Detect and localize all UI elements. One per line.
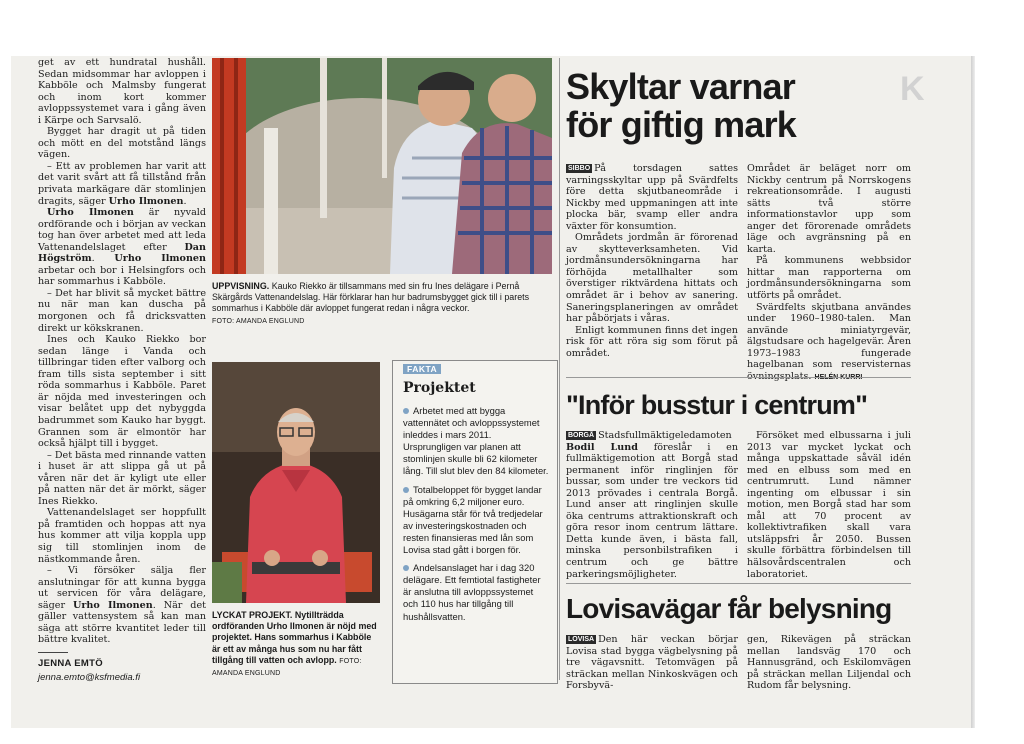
paragraph-text: föreslår i en fullmäktigemotion att Borgå stad permanent inför ringlinjen för bussar, som under tre veckors tid 2013 prövades i centrala Borgå. Lund anser att ringlinjen skulle öka centrums attraktionskraft och göra resor inom centrum lättare. Detta kunde även, i bästa fall, minska personbilstrafiken i centrum och ge bättre parkeringsmöjligheter.: [566, 441, 738, 580]
paragraph: get av ett hundratal hushåll. Sedan midsommar har avloppen i Kabböle och Malmsby fungerat och inom kort kommer avloppssystemet vara i gång även i Kärpe och Sarvsalö.: [38, 57, 206, 126]
article3-headline: Lovisavägar får belysning: [566, 593, 892, 624]
article-divider: [566, 583, 911, 584]
article3-col1: [566, 634, 738, 692]
paragraph: Försöket med elbussarna i juli 2013 var mycket lyckat och många uppskattade såväl idén med en elbuss som med en centrumrutt. Lund nämner ingenting om elbussar i sin motion, men Borgå stad har som mål att 70 procent av kollektivtrafiken skall vara utsläppsfri år 2050. Bussen skulle förbättra förbindelsen till hälsovårdscentralen och laboratoriet.: [747, 430, 911, 580]
headline-line: Skyltar varnar: [566, 66, 795, 107]
bullet-icon: [403, 565, 409, 571]
paragraph-text: Svärdfelts skjutbana användes under 1960–1980-talen. Man använde miniatyrgevär, älgstudsare och hagelgevär. Åren 1973–1983 fungerade hagelbanan som reservisternas: [747, 301, 911, 371]
photo-illustration: [212, 362, 380, 603]
bullet-icon: [403, 408, 409, 414]
photo-illustration: [212, 58, 552, 274]
paragraph: [566, 430, 738, 580]
article2-headline: "Inför busstur i centrum": [566, 390, 868, 420]
paragraph: Vattenandelslaget ser hoppfullt på framtiden och hoppas att nya hus kommer att vilja koppla upp sig till stomlinjen inom de nästkommande åren.: [38, 507, 206, 565]
photo2-caption: [212, 610, 382, 679]
paragraph: [747, 302, 911, 384]
photo-urho-ilmonen: [212, 362, 380, 603]
article2-col1: [566, 430, 738, 580]
paragraph-text: På torsdagen sattes varningsskyltar upp på Svärdfelts före detta skjutbaneområde i Nickby med uppmaningen att inte plocka bär, svamp eller andra växter för konsumtion.: [566, 163, 738, 232]
article1-col1: [566, 163, 738, 371]
paragraph: [566, 634, 738, 692]
page-edge: [971, 56, 975, 728]
author-email: jenna.emto@ksfmedia.fi: [38, 672, 141, 683]
paragraph-text: Den här veckan börjar Lovisa stad bygga vägbelysning på tre vägavsnitt. Tetomvägen på sträckan mellan Ninkoskvägen och Forsbyvä-: [566, 634, 738, 692]
fakta-box: [392, 360, 558, 684]
fakta-list: [403, 405, 549, 629]
fakta-item: [403, 405, 549, 478]
photo-credit: FOTO: AMANDA ENGLUND: [212, 317, 305, 325]
caption-text: Kauko Riekko är tillsammans med sin fru Ines delägare i Pernå Skärgårds Vattenandelslag. Här förklarar han hur badrumsbygget gick till i parets sommarhus i Kabböle där avloppet fungerat redan i några veckor.: [212, 281, 530, 314]
left-column-body: [38, 57, 206, 646]
dateline-tag: SIBBO: [568, 165, 591, 172]
fakta-label: FAKTA: [403, 364, 441, 374]
caption-lead: UPPVISNING.: [212, 281, 270, 291]
paragraph: Området är beläget norr om Nickby centrum på Norrskogens rekreationsområde. I augusti sätts två större informationstavlor upp som anger det förorenade områdets läge och avgränsning på en karta.: [747, 163, 911, 255]
byline-rule: [38, 652, 68, 653]
dateline-tag: BORGÅ: [568, 432, 595, 439]
paragraph: [566, 163, 738, 232]
dateline-tag: LOVISA: [568, 636, 595, 643]
fakta-item: [403, 562, 549, 622]
caption-lead: LYCKAT PROJEKT.: [212, 610, 293, 620]
bleed-through-text: K: [900, 70, 925, 108]
caption-text: Nytillträdda ordföranden Urho Ilmonen är nöjd med projektet. Hans sommarhus i Kabböle är ett av många hus som nu har fått tillgång till vatten och avlopp.: [212, 610, 377, 665]
paragraph: Bygget har dragit ut på tiden och mött en del motstånd längs vägen.: [38, 126, 206, 161]
fakta-item: [403, 484, 549, 557]
paragraph: Ines och Kauko Riekko bor sedan länge i Vanda och tillbringar tiden efter valborg och fram tills sista september i sitt röda sommarhus i Kabböle. Paret är nöjda med investeringen och visar belåtet upp det nybyggda badrummet som Kauko har byggt. Grannen som är elmontör har också hjälpt till i bygget.: [38, 334, 206, 450]
paragraph: gen, Rikevägen på sträckan mellan landsväg 170 och Hannusgränd, och Eskilomvägen på sträckan mellan Liljendal och Rudom får belysning.: [747, 634, 911, 692]
headline-line: för giftig mark: [566, 104, 797, 145]
person-name: Bodil Lund: [566, 441, 638, 453]
bullet-icon: [403, 487, 409, 493]
paragraph: – Ett av problemen har varit att det varit svårt att få tillstånd från privata markägare där stomlinjen dragits, säger Urho Ilmonen.: [38, 160, 206, 207]
paragraph: – Vi försöker sälja fler anslutningar för att kunna bygga ut servicen för våra delägare, säger Urho Ilmonen. När det gäller vattensystem så kan man säga att större kvantitet leder till bättre kvalitet.: [38, 565, 206, 646]
fakta-title: Projektet: [403, 380, 476, 396]
author-name: JENNA EMTÖ: [38, 658, 103, 669]
person-name: Urho Ilmonen: [108, 195, 184, 207]
fakta-item-text: Andelsanslaget har i dag 320 delägare. Ett femtiotal fastigheter är anslutna till avloppssystemet och 110 hus har tillgång till hushållsvatten.: [403, 562, 541, 622]
person-name: Urho Ilmonen: [72, 599, 153, 611]
person-name: Dan Högström: [38, 241, 206, 265]
paragraph: Enligt kommunen finns det ingen risk för att röra sig som förut på området.: [566, 324, 738, 359]
paragraph-text: Stadsfullmäktigeledamoten: [598, 430, 732, 441]
article1-headline: [566, 68, 796, 144]
article2-col2: [747, 430, 911, 580]
paragraph: – Det bästa med rinnande vatten i huset är att slippa gå ut på våren när det är kyligt ute eller på natten när det är mörkt, säger Ines Riekko.: [38, 449, 206, 507]
photo-credit: FOTO: AMANDA ENGLUND: [212, 657, 362, 678]
person-name: Urho Ilmonen: [47, 207, 134, 219]
article-divider: [566, 377, 911, 378]
article3-col2: [747, 634, 911, 692]
paragraph: Urho Ilmonen är nyvald ordförande och i början av veckan tog han över arbetet med att leda Vattenandelslaget efter Dan Högström. Urho Ilmonen arbetar och bor i Helsingfors och har sommarhus i Kabböle.: [38, 207, 206, 288]
article1-col2: [747, 163, 911, 371]
photo1-caption: [212, 281, 556, 327]
person-name: Urho Ilmonen: [114, 253, 206, 265]
photo-kauko-riekko: [212, 58, 552, 274]
paragraph: På kommunens webbsidor hittar man rapporterna om jordmånsundersökningarna som utförts på området.: [747, 255, 911, 302]
paragraph: Områdets jordmån är förorenad av skytteverksamheten. Vid jordmånsundersökningarna har förhöjda metallhalter som överstiger riktvärdena hittats och området är i behov av sanering. Saneringsplaneringen av området har påbörjats i våras.: [566, 232, 738, 325]
paragraph: – Det har blivit så mycket bättre nu när man kan duscha på morgonen och få dricksvatten direkt ur kökskranen.: [38, 287, 206, 334]
fakta-item-text: Totalbeloppet för bygget landar på omkring 6,2 miljoner euro. Husägarna står för två tredjedelar av investeringskostnaden och resten finansieras med lån som Lovisa stad gått i borgen för.: [403, 483, 543, 556]
fakta-item-text: Arbetet med att bygga vattennätet och avloppssystemet inleddes i mars 2011. Ursprungligen var planen att stomlinjen skulle bli 62 kilometer lång. Till slut blev den 84 kilometer.: [403, 405, 549, 477]
column-divider: [559, 58, 560, 680]
